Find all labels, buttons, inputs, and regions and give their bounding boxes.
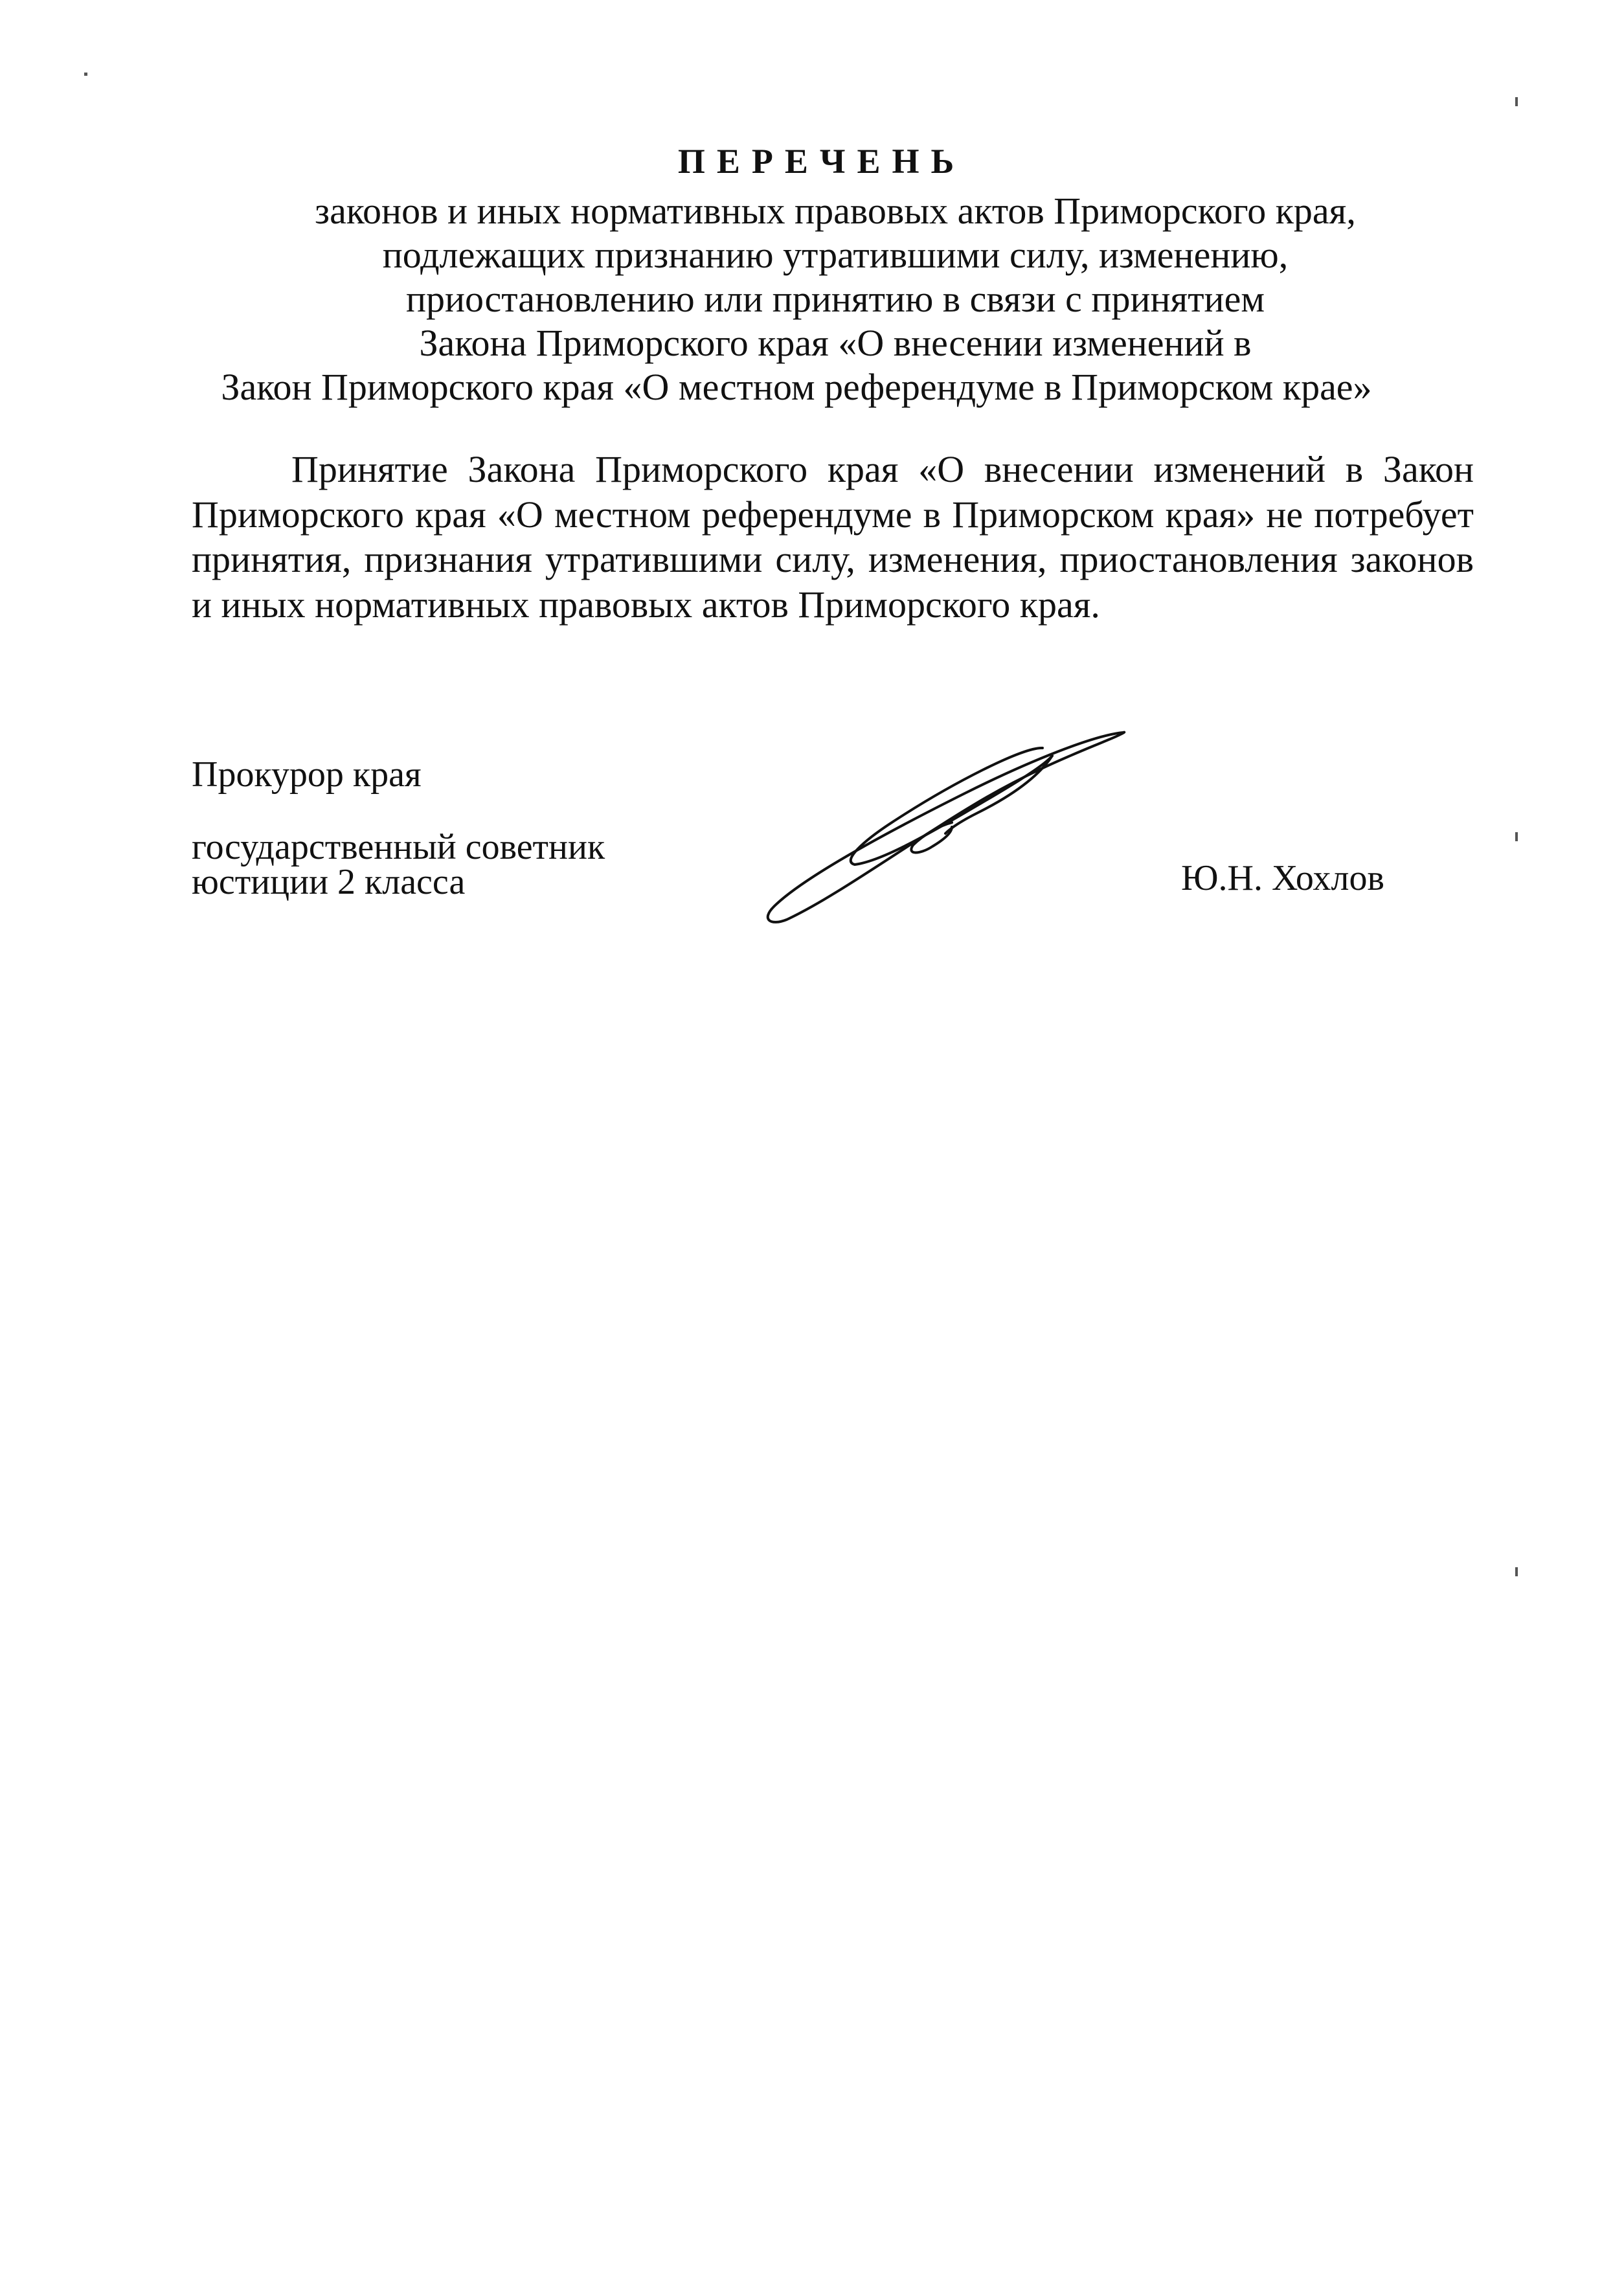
signer-rank-line-1: государственный советник (192, 827, 605, 867)
scan-artifact (1515, 1567, 1518, 1576)
subtitle-line-2: подлежащих признанию утратившими силу, изменению, (382, 234, 1289, 276)
subtitle-line-1: законов и иных нормативных правовых актов Приморского края, (315, 190, 1356, 232)
subtitle-line-4: Закона Приморского края «О внесении изменений в (419, 322, 1252, 364)
signer-position: Прокурор края (192, 754, 422, 795)
signer-rank-line-2: юстиции 2 класса (192, 862, 466, 902)
scan-artifact (84, 73, 87, 76)
document-title: ПЕРЕЧЕНЬ (677, 142, 966, 181)
scan-artifact (1515, 97, 1518, 106)
subtitle-line-5: Закон Приморского края «О местном референдуме в Приморском крае» (221, 366, 1372, 408)
scan-artifact (1515, 832, 1518, 841)
body-paragraph: Принятие Закона Приморского края «О внесении изменений в Закон Приморского края «О местном референдуме в Приморском края» не потребует принятия, признания утратившими силу, изменения, приостановления законов и иных нормативных правовых актов Приморского края. (192, 448, 1474, 626)
signer-name: Ю.Н. Хохлов (1181, 858, 1384, 898)
handwritten-signature (758, 722, 1133, 929)
subtitle-line-3: приостановлению или принятию в связи с принятием (405, 278, 1265, 320)
